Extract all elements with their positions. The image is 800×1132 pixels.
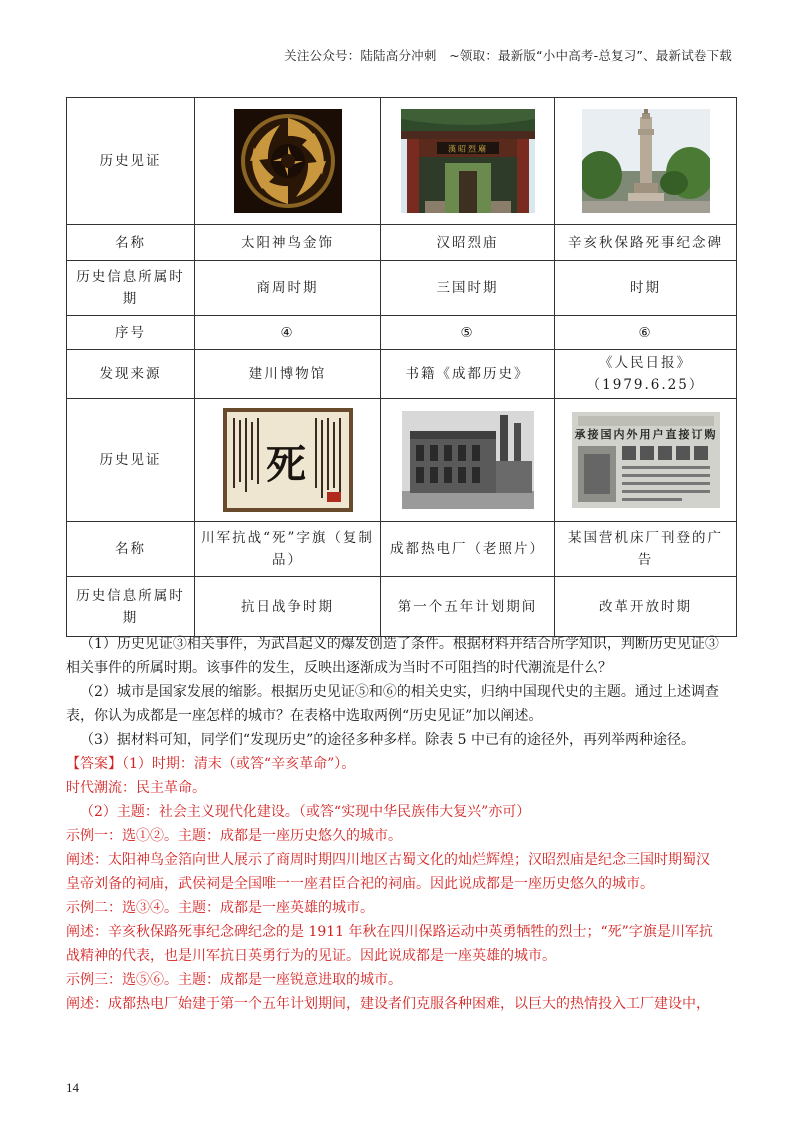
table-row	[67, 316, 737, 350]
temple-image-cell	[381, 98, 555, 225]
name-label: 名称	[67, 522, 195, 577]
period-cell: 抗日战争时期	[195, 577, 381, 637]
question-line: 相关事件的所属时期。该事件的发生，反映出逐渐成为当时不可阻挡的时代潮流是什么？	[66, 660, 612, 676]
name-label: 名称	[67, 225, 195, 261]
history-survey-table	[66, 97, 737, 637]
index-cell: ④	[195, 316, 381, 350]
table-row	[67, 98, 737, 225]
power-plant-image-cell	[381, 399, 555, 522]
answer-text: （1）时期：清末（或答“辛亥革命”）。	[122, 756, 356, 772]
source-cell: 建川博物馆	[195, 350, 381, 399]
evidence-label: 历史见证	[67, 98, 195, 225]
page-header: 关注公众号：陆陆高分冲刺 ~领取：最新版“小中高考-总复习”、最新试卷下载	[284, 48, 732, 63]
evidence-label: 历史见证	[67, 399, 195, 522]
table-row	[67, 225, 737, 261]
page-number: 14	[66, 1080, 79, 1095]
answer-line: 示例二：选③④。主题：成都是一座英雄的城市。	[66, 900, 374, 916]
source-cell: 《人民日报》（1979.6.25）	[555, 350, 737, 399]
banner-image-cell	[195, 399, 381, 522]
machine-tool-advertisement-image	[572, 412, 720, 508]
question-line: （3）据材料可知，同学们“发现历史”的途径多种多样。除表 5 中已有的途径外，再列举两种途径。	[80, 732, 696, 748]
period-label: 历史信息所属时期	[67, 577, 195, 637]
table-row	[67, 522, 737, 577]
monument-image-cell	[555, 98, 737, 225]
index-cell: ⑥	[555, 316, 737, 350]
table-row	[67, 577, 737, 637]
answer-tag: 【答案】	[66, 756, 122, 772]
answer-line: 皇帝刘备的祠庙，武侯祠是全国唯一一座君臣合祀的祠庙。因此说成都是一座历史悠久的城市。	[66, 876, 654, 892]
table-row	[67, 399, 737, 522]
period-label: 历史信息所属时期	[67, 261, 195, 316]
period-cell: 第一个五年计划期间	[381, 577, 555, 637]
question-line: （1）历史见证③相关事件，为武昌起义的爆发创造了条件。根据材料并结合所学知识，判断历史见证③	[80, 636, 719, 652]
answer-line: 阐述：辛亥秋保路死事纪念碑纪念的是 1911 年秋在四川保路运动中英勇牺牲的烈士；“死”字旗是川军抗	[66, 924, 713, 940]
banner-character: 死	[265, 441, 308, 488]
railway-protection-monument-image	[582, 109, 710, 213]
temple-plaque-text: 漢昭烈廟	[447, 144, 488, 154]
name-cell: 成都热电厂（老照片）	[381, 522, 555, 577]
question-and-answer	[66, 632, 746, 1016]
source-cell: 书籍《成都历史》	[381, 350, 555, 399]
source-label: 发现来源	[67, 350, 195, 399]
answer-line: 示例一：选①②。主题：成都是一座历史悠久的城市。	[66, 828, 402, 844]
answer-line: 时代潮流：民主革命。	[66, 780, 206, 796]
name-cell: 某国营机床厂刊登的广告	[555, 522, 737, 577]
index-label: 序号	[67, 316, 195, 350]
name-cell: 辛亥秋保路死事纪念碑	[555, 225, 737, 261]
han-zhaolie-temple-image	[401, 109, 535, 213]
chengdu-power-plant-image	[402, 411, 534, 509]
advertisement-headline: 承接国内外用户直接订购	[574, 428, 717, 441]
period-cell: 三国时期	[381, 261, 555, 316]
question-line: （2）城市是国家发展的缩影。根据历史见证⑤和⑥的相关史实，归纳中国现代史的主题。通过上述调查	[80, 684, 719, 700]
answer-line: 战精神的代表，也是川军抗日英勇行为的见证。因此说成都是一座英雄的城市。	[66, 948, 556, 964]
name-cell: 太阳神鸟金饰	[195, 225, 381, 261]
golden-sun-bird-image-cell	[195, 98, 381, 225]
death-banner-image	[223, 408, 353, 512]
advertisement-image-cell	[555, 399, 737, 522]
period-cell: 改革开放时期	[555, 577, 737, 637]
question-line: 表，你认为成都是一座怎样的城市？在表格中选取两例“历史见证”加以阐述。	[66, 708, 543, 724]
answer-line: 阐述：太阳神鸟金箔向世人展示了商周时期四川地区古蜀文化的灿烂辉煌；汉昭烈庙是纪念三国时期蜀汉	[66, 852, 710, 868]
name-cell: 汉昭烈庙	[381, 225, 555, 261]
answer-line	[66, 752, 746, 776]
answer-line: 示例三：选⑤⑥。主题：成都是一座锐意进取的城市。	[66, 972, 402, 988]
answer-line: 阐述：成都热电厂始建于第一个五年计划期间，建设者们克服各种困难，以巨大的热情投入工厂建设中，	[66, 996, 710, 1012]
period-cell: 时期	[555, 261, 737, 316]
period-cell: 商周时期	[195, 261, 381, 316]
name-cell: 川军抗战“死”字旗（复制品）	[195, 522, 381, 577]
answer-line: （2）主题：社会主义现代化建设。（或答“实现中华民族伟大复兴”亦可）	[80, 804, 531, 820]
table-row	[67, 350, 737, 399]
index-cell: ⑤	[381, 316, 555, 350]
table-row	[67, 261, 737, 316]
golden-sun-bird-image	[234, 109, 342, 213]
